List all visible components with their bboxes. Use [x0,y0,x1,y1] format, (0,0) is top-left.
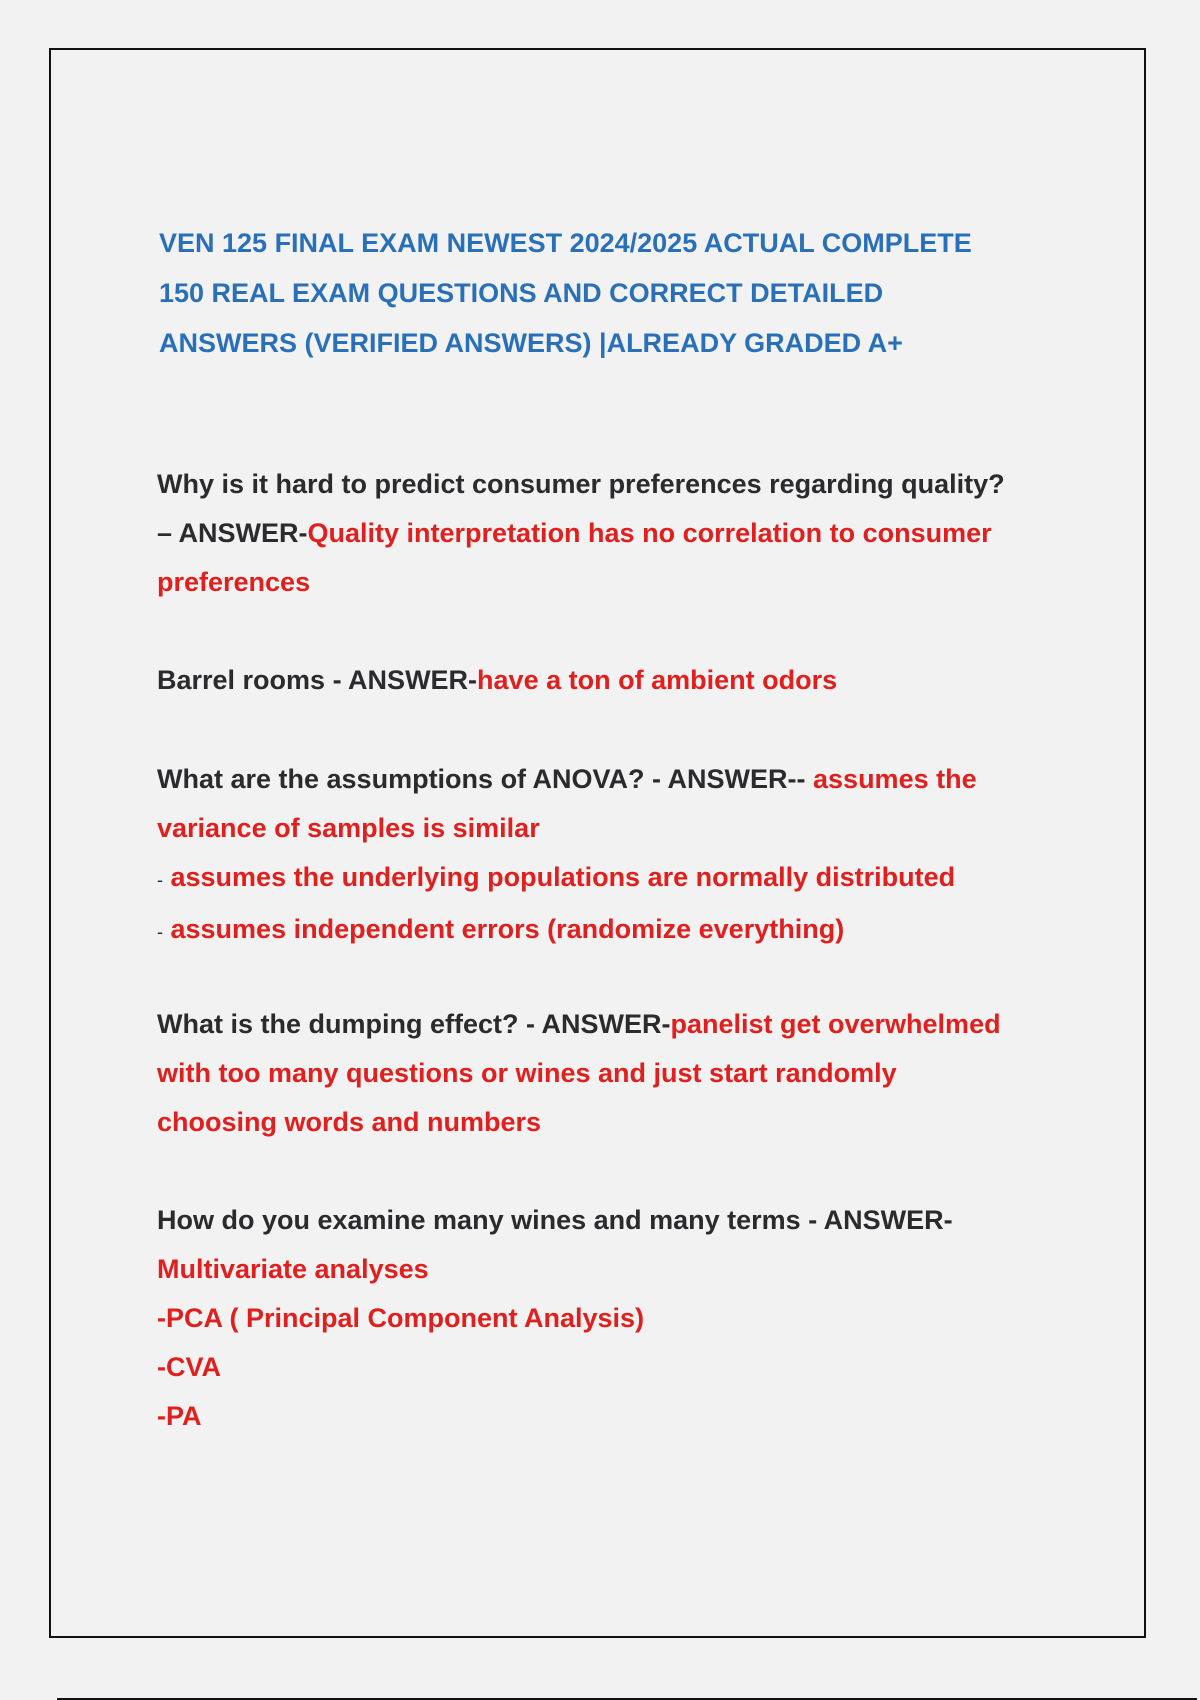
answer-list-item: -PCA ( Principal Component Analysis) [157,1303,645,1333]
question-text: Why is it hard to predict consumer preferences regarding quality? [157,469,1005,499]
answer-list-item: -PA [157,1401,202,1431]
answer-text: Quality interpretation has no correlation to consumer [307,518,992,548]
title-line-1: VEN 125 FINAL EXAM NEWEST 2024/2025 ACTUAL COMPLETE [159,228,972,258]
qa-item-multivariate [157,1196,1067,1441]
answer-text-cont: with too many questions or wines and just start randomly [157,1058,897,1088]
answer-label: – ANSWER- [157,518,308,548]
question-text: How do you examine many wines and many terms - ANSWER- [157,1205,953,1235]
qa-item-consumer-preferences [157,460,1067,607]
bullet-item: assumes the underlying populations are normally distributed [163,862,956,892]
title-line-3: ANSWERS (VERIFIED ANSWERS) |ALREADY GRADED A+ [159,328,903,358]
qa-item-anova-assumptions [157,755,1067,957]
answer-text: have a ton of ambient odors [477,665,838,695]
question-text: What is the dumping effect? - ANSWER- [157,1009,671,1039]
document-title [159,218,1059,368]
question-text: Barrel rooms - ANSWER- [157,665,478,695]
bullet-marker: - [157,922,163,942]
qa-item-barrel-rooms [157,656,1067,705]
answer-text: assumes the [805,764,977,794]
title-line-2: 150 REAL EXAM QUESTIONS AND CORRECT DETAILED [159,278,884,308]
bullet-marker: - [157,870,163,890]
answer-text-cont: preferences [157,567,311,597]
answer-text: panelist get overwhelmed [670,1009,1001,1039]
answer-list-item: -CVA [157,1352,221,1382]
answer-text-cont: choosing words and numbers [157,1107,542,1137]
answer-text-cont: variance of samples is similar [157,813,540,843]
bullet-item: assumes independent errors (randomize everything) [163,914,845,944]
question-text: What are the assumptions of ANOVA? - ANSWER-- [157,764,806,794]
qa-item-dumping-effect [157,1000,1067,1147]
answer-text: Multivariate analyses [157,1254,429,1284]
